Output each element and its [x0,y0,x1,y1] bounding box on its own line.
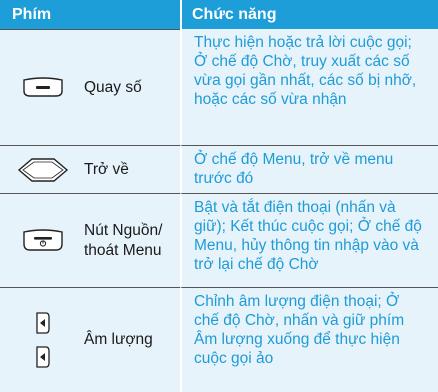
volume-keys-icon [14,311,72,369]
back-key-icon [17,157,69,183]
description-call-key: Thực hiện hoặc trả lời cuộc gọi; Ở chế độ Chờ, truy xuất các số vừa gọi gần nhất, các số bị nhỡ, hoặc các số vừa nhận [180,29,438,145]
table-row-volume-keys [0,287,180,392]
key-name-back: Trở về [84,160,129,178]
power-end-key-icon [20,228,66,254]
function-column-header: Chức năng [180,0,438,29]
description-volume-keys: Chỉnh âm lượng điện thoại; Ở chế độ Chờ, nhấn và giữ phím Âm lượng xuống để thực hiện cuộc gọi ảo [180,287,438,392]
table-row-power-key [0,193,180,287]
key-column-header: Phím [0,0,180,29]
description-power-key: Bật và tắt điện thoại (nhấn và giữ); Kết thúc cuộc gọi; Ở chế độ Menu, hủy thông tin nhập vào và trở lại chế độ Chờ [180,193,438,287]
key-name-volume: Âm lượng [84,331,153,348]
call-key-icon [20,76,66,100]
key-name-call: Quay số [84,78,142,96]
volume-up-icon [35,311,51,335]
table-row-call-key [0,29,180,145]
table-row-back-key [0,145,180,193]
volume-down-icon [35,345,51,369]
description-back-key: Ở chế độ Menu, trở về menu trước đó [180,145,438,193]
key-name-power: Nút Nguồn/ thoát Menu [84,221,163,259]
